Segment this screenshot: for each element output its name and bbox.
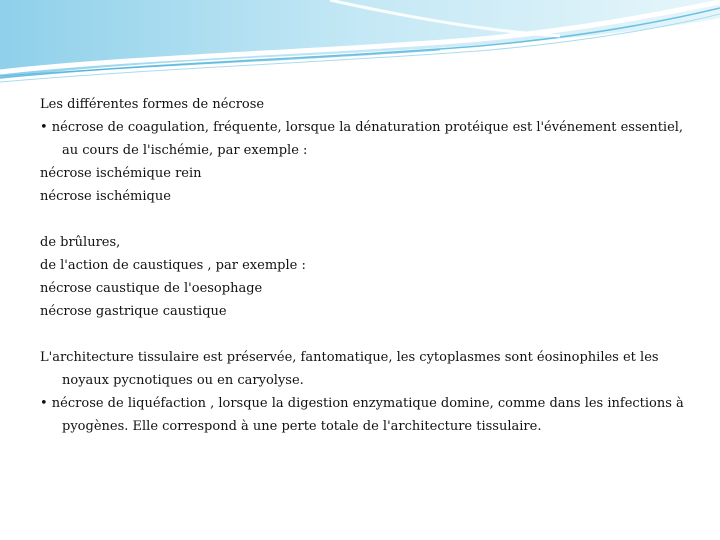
heading: Les différentes formes de nécrose: [40, 97, 265, 112]
header-wave-decoration: [0, 0, 720, 90]
gastric-caustic-line: nécrose gastrique caustique: [40, 304, 227, 319]
caustic-esophagus-line: nécrose caustique de l'oesophage: [40, 281, 263, 296]
spacer: [40, 323, 690, 346]
architecture-paragraph: L'architecture tissulaire est préservée, fantomatique, les cytoplasmes sont éosinophiles et les noyaux pycnotiques ou en caryolyse.: [40, 350, 659, 388]
liquefaction-bullet: • nécrose de liquéfaction , lorsque la digestion enzymatique domine, comme dans les infections à pyogènes. Elle correspond à une perte totale de l'architecture tissulaire.: [40, 396, 684, 434]
spacer: [40, 208, 690, 231]
caustics-line: de l'action de caustiques , par exemple :: [40, 258, 306, 273]
document-body: [40, 93, 690, 438]
coagulation-bullet: • nécrose de coagulation, fréquente, lorsque la dénaturation protéique est l'événement essentiel, au cours de l'ischémie, par exemple :: [40, 120, 684, 158]
ischemic-kidney-line: nécrose ischémique rein: [40, 166, 202, 181]
ischemic-line: nécrose ischémique: [40, 189, 171, 204]
burns-line: de brûlures,: [40, 235, 121, 250]
